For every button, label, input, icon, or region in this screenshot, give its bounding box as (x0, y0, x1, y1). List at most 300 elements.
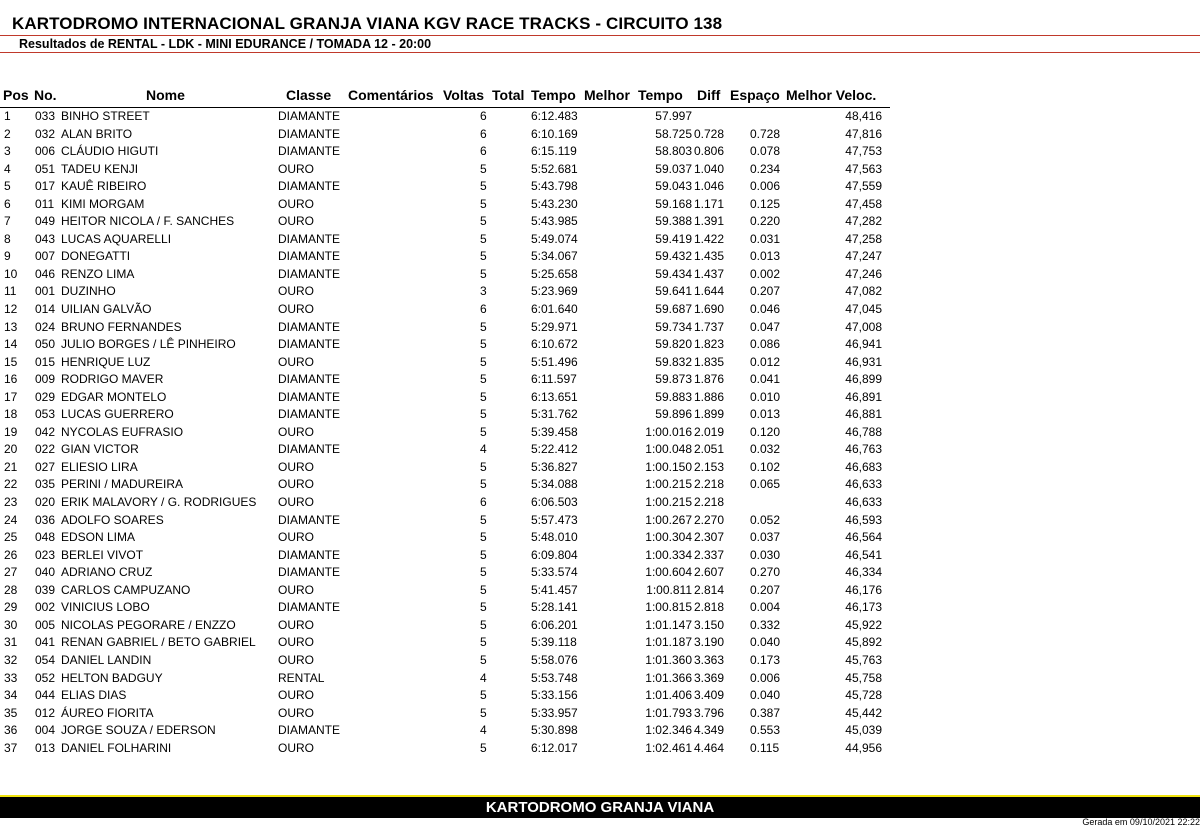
cell-nome: PERINI / MADUREIRA (61, 477, 184, 492)
cell-tempo: 6:13.651 (531, 389, 578, 404)
title-divider (0, 35, 1200, 36)
cell-tempo: 5:29.971 (531, 319, 578, 334)
header-nome: Nome (146, 87, 185, 103)
cell-diff: 1.437 (694, 266, 725, 281)
cell-classe: OURO (278, 161, 314, 176)
table-row (0, 722, 890, 740)
table-row (0, 301, 890, 319)
cell-melhor-veloc: 47,045 (845, 302, 882, 317)
cell-tempo: 6:06.503 (531, 495, 578, 510)
cell-espaco: 0.040 (750, 688, 781, 703)
cell-melhor-tempo: 59.896 (655, 407, 692, 422)
cell-classe: OURO (278, 530, 314, 545)
cell-tempo: 5:41.457 (531, 582, 578, 597)
cell-diff: 0.728 (694, 126, 725, 141)
cell-espaco: 0.065 (750, 477, 781, 492)
cell-classe: DIAMANTE (278, 547, 341, 562)
cell-classe: OURO (278, 617, 314, 632)
cell-no: 042 (35, 424, 56, 439)
cell-no: 052 (35, 670, 56, 685)
table-row (0, 319, 890, 337)
table-row (0, 494, 890, 512)
footer-banner: KARTODROMO GRANJA VIANA (0, 797, 1200, 818)
cell-nome: NYCOLAS EUFRASIO (61, 424, 184, 439)
table-row (0, 389, 890, 407)
cell-pos: 1 (4, 109, 11, 123)
cell-voltas: 5 (480, 214, 487, 229)
cell-pos: 28 (4, 582, 18, 597)
cell-tempo: 5:34.088 (531, 477, 578, 492)
cell-espaco: 0.207 (750, 582, 781, 597)
cell-melhor-veloc: 47,816 (845, 126, 882, 141)
cell-diff: 1.835 (694, 354, 725, 369)
cell-diff: 1.823 (694, 337, 725, 352)
cell-pos: 37 (4, 740, 18, 755)
table-row (0, 599, 890, 617)
cell-espaco: 0.013 (750, 249, 781, 264)
cell-melhor-tempo: 59.641 (655, 284, 692, 299)
cell-melhor-tempo: 1:00.334 (645, 547, 692, 562)
table-row (0, 705, 890, 723)
cell-melhor-veloc: 47,753 (845, 144, 882, 159)
report-title: KARTODROMO INTERNACIONAL GRANJA VIANA KGV RACE TRACKS - CIRCUITO 138 (12, 14, 723, 33)
cell-tempo: 5:43.798 (531, 179, 578, 194)
cell-tempo: 5:33.957 (531, 705, 578, 720)
cell-no: 039 (35, 582, 56, 597)
cell-melhor-tempo: 1:00.016 (645, 424, 692, 439)
cell-nome: VINICIUS LOBO (61, 600, 150, 615)
cell-voltas: 5 (480, 459, 487, 474)
cell-no: 006 (35, 144, 56, 159)
table-row (0, 178, 890, 196)
cell-tempo: 5:43.985 (531, 214, 578, 229)
cell-voltas: 5 (480, 530, 487, 545)
cell-nome: RENAN GABRIEL / BETO GABRIEL (61, 635, 256, 650)
cell-classe: OURO (278, 688, 314, 703)
cell-voltas: 5 (480, 424, 487, 439)
cell-classe: OURO (278, 302, 314, 317)
cell-classe: OURO (278, 652, 314, 667)
cell-pos: 10 (4, 266, 18, 281)
cell-diff: 2.607 (694, 565, 725, 580)
cell-diff: 1.040 (694, 161, 725, 176)
cell-tempo: 5:30.898 (531, 723, 578, 738)
cell-diff: 1.171 (694, 196, 725, 211)
header-voltas: Voltas (443, 87, 484, 103)
cell-pos: 36 (4, 723, 18, 738)
cell-classe: OURO (278, 635, 314, 650)
cell-no: 054 (35, 652, 56, 667)
cell-diff: 0.806 (694, 144, 725, 159)
table-header-row (0, 85, 890, 108)
cell-diff: 3.363 (694, 652, 725, 667)
cell-voltas: 5 (480, 477, 487, 492)
cell-no: 027 (35, 459, 56, 474)
cell-espaco: 0.030 (750, 547, 781, 562)
cell-melhor-tempo: 1:01.187 (645, 635, 692, 650)
table-row (0, 424, 890, 442)
cell-pos: 3 (4, 144, 11, 159)
cell-melhor-veloc: 45,922 (845, 617, 882, 632)
cell-espaco: 0.125 (750, 196, 781, 211)
cell-melhor-tempo: 58.803 (655, 144, 692, 159)
cell-voltas: 5 (480, 319, 487, 334)
table-row (0, 371, 890, 389)
cell-pos: 29 (4, 600, 18, 615)
table-row (0, 248, 890, 266)
cell-diff: 4.349 (694, 723, 725, 738)
cell-nome: DUZINHO (61, 284, 116, 299)
cell-classe: DIAMANTE (278, 512, 341, 527)
cell-pos: 11 (4, 284, 17, 299)
cell-melhor-tempo: 59.873 (655, 372, 692, 387)
cell-melhor-tempo: 59.434 (655, 266, 692, 281)
table-row (0, 617, 890, 635)
cell-diff: 3.369 (694, 670, 725, 685)
cell-diff: 3.409 (694, 688, 725, 703)
cell-no: 048 (35, 530, 56, 545)
table-row (0, 406, 890, 424)
cell-voltas: 5 (480, 740, 487, 755)
cell-pos: 33 (4, 670, 18, 685)
cell-melhor-tempo: 59.432 (655, 249, 692, 264)
cell-espaco: 0.013 (750, 407, 781, 422)
cell-voltas: 5 (480, 266, 487, 281)
cell-voltas: 5 (480, 617, 487, 632)
cell-classe: OURO (278, 477, 314, 492)
cell-voltas: 5 (480, 565, 487, 580)
cell-diff: 1.422 (694, 231, 725, 246)
subtitle-divider (0, 52, 1200, 53)
cell-melhor-tempo: 59.043 (655, 179, 692, 194)
cell-no: 035 (35, 477, 56, 492)
cell-pos: 19 (4, 424, 18, 439)
cell-nome: HENRIQUE LUZ (61, 354, 151, 369)
cell-tempo: 6:11.597 (531, 372, 577, 387)
cell-diff: 1.737 (694, 319, 725, 334)
cell-melhor-veloc: 47,082 (845, 284, 882, 299)
cell-espaco: 0.102 (750, 459, 781, 474)
cell-espaco: 0.047 (750, 319, 781, 334)
cell-classe: OURO (278, 214, 314, 229)
cell-espaco: 0.052 (750, 512, 781, 527)
cell-espaco: 0.086 (750, 337, 781, 352)
cell-tempo: 6:09.804 (531, 547, 578, 562)
cell-melhor-veloc: 46,931 (845, 354, 882, 369)
cell-classe: OURO (278, 459, 314, 474)
cell-melhor-veloc: 47,247 (845, 249, 882, 264)
cell-nome: KAUÊ RIBEIRO (61, 179, 147, 194)
cell-nome: CLÁUDIO HIGUTI (61, 144, 159, 159)
cell-pos: 15 (4, 354, 18, 369)
cell-melhor-tempo: 1:02.461 (645, 740, 692, 755)
cell-espaco: 0.041 (750, 372, 781, 387)
cell-pos: 34 (4, 688, 18, 703)
table-row (0, 670, 890, 688)
cell-melhor-tempo: 59.883 (655, 389, 692, 404)
cell-nome: UILIAN GALVÃO (61, 302, 152, 317)
cell-no: 020 (35, 495, 56, 510)
cell-classe: DIAMANTE (278, 249, 341, 264)
cell-tempo: 6:15.119 (531, 144, 577, 159)
cell-melhor-tempo: 59.419 (655, 231, 692, 246)
cell-tempo: 6:12.017 (531, 740, 578, 755)
cell-melhor-tempo: 57.997 (655, 109, 692, 123)
cell-no: 023 (35, 547, 56, 562)
cell-nome: DONEGATTI (61, 249, 131, 264)
cell-nome: ERIK MALAVORY / G. RODRIGUES (61, 495, 257, 510)
cell-espaco: 0.207 (750, 284, 781, 299)
cell-no: 015 (35, 354, 56, 369)
cell-espaco: 0.002 (750, 266, 781, 281)
cell-pos: 23 (4, 495, 18, 510)
cell-pos: 17 (4, 389, 18, 404)
cell-espaco: 0.078 (750, 144, 781, 159)
cell-tempo: 6:12.483 (531, 109, 578, 123)
cell-pos: 27 (4, 565, 18, 580)
cell-melhor-tempo: 1:01.366 (645, 670, 692, 685)
cell-no: 049 (35, 214, 56, 229)
cell-diff: 2.818 (694, 600, 725, 615)
cell-voltas: 5 (480, 652, 487, 667)
table-row (0, 740, 890, 758)
cell-tempo: 6:06.201 (531, 617, 578, 632)
cell-tempo: 6:01.640 (531, 302, 578, 317)
cell-voltas: 6 (480, 144, 487, 159)
cell-melhor-tempo: 1:00.150 (645, 459, 692, 474)
table-row (0, 547, 890, 565)
generated-timestamp: Gerada em 09/10/2021 22:22 (1082, 817, 1200, 827)
cell-pos: 6 (4, 196, 11, 211)
cell-pos: 16 (4, 372, 18, 387)
cell-voltas: 5 (480, 600, 487, 615)
cell-pos: 12 (4, 302, 18, 317)
cell-no: 044 (35, 688, 56, 703)
cell-pos: 22 (4, 477, 18, 492)
table-row (0, 108, 890, 126)
report-subtitle: Resultados de RENTAL - LDK - MINI EDURANCE / TOMADA 12 - 20:00 (19, 37, 432, 51)
cell-melhor-veloc: 47,246 (845, 266, 882, 281)
cell-pos: 4 (4, 161, 11, 176)
cell-melhor-tempo: 59.832 (655, 354, 692, 369)
cell-pos: 13 (4, 319, 18, 334)
cell-nome: RENZO LIMA (61, 266, 135, 281)
cell-tempo: 5:25.658 (531, 266, 578, 281)
cell-melhor-veloc: 44,956 (845, 740, 882, 755)
cell-diff: 3.190 (694, 635, 725, 650)
cell-diff: 1.046 (694, 179, 725, 194)
table-row (0, 336, 890, 354)
cell-espaco: 0.010 (750, 389, 781, 404)
cell-melhor-veloc: 45,442 (845, 705, 882, 720)
cell-diff: 3.150 (694, 617, 725, 632)
table-row (0, 564, 890, 582)
cell-melhor-veloc: 46,881 (845, 407, 882, 422)
cell-nome: DANIEL FOLHARINI (61, 740, 172, 755)
cell-classe: OURO (278, 284, 314, 299)
cell-tempo: 5:57.473 (531, 512, 578, 527)
cell-melhor-veloc: 47,458 (845, 196, 882, 211)
header-tempo: Tempo (531, 87, 576, 103)
cell-melhor-veloc: 46,564 (845, 530, 882, 545)
cell-diff: 2.270 (694, 512, 725, 527)
cell-voltas: 5 (480, 582, 487, 597)
cell-pos: 2 (4, 126, 11, 141)
cell-melhor-veloc: 45,892 (845, 635, 882, 650)
cell-no: 043 (35, 231, 56, 246)
cell-voltas: 6 (480, 495, 487, 510)
cell-diff: 2.051 (694, 442, 725, 457)
cell-tempo: 5:22.412 (531, 442, 578, 457)
cell-nome: ALAN BRITO (61, 126, 133, 141)
cell-classe: DIAMANTE (278, 319, 341, 334)
cell-nome: JORGE SOUZA / EDERSON (61, 723, 216, 738)
cell-melhor-veloc: 46,891 (845, 389, 882, 404)
table-row (0, 529, 890, 547)
cell-no: 004 (35, 723, 56, 738)
cell-voltas: 6 (480, 126, 487, 141)
cell-classe: DIAMANTE (278, 266, 341, 281)
cell-melhor-veloc: 48,416 (845, 109, 882, 123)
cell-no: 005 (35, 617, 56, 632)
cell-pos: 9 (4, 249, 11, 264)
table-row (0, 459, 890, 477)
cell-melhor-veloc: 46,899 (845, 372, 882, 387)
cell-nome: EDGAR MONTELO (61, 389, 167, 404)
cell-melhor-veloc: 46,541 (845, 547, 882, 562)
cell-melhor-tempo: 1:01.360 (645, 652, 692, 667)
table-row (0, 476, 890, 494)
cell-nome: BRUNO FERNANDES (61, 319, 182, 334)
cell-classe: DIAMANTE (278, 600, 341, 615)
cell-nome: ADOLFO SOARES (61, 512, 164, 527)
table-row (0, 634, 890, 652)
cell-espaco: 0.173 (750, 652, 781, 667)
cell-nome: TADEU KENJI (61, 161, 139, 176)
cell-no: 041 (35, 635, 56, 650)
table-row (0, 266, 890, 284)
cell-voltas: 5 (480, 161, 487, 176)
cell-tempo: 5:39.118 (531, 635, 577, 650)
cell-melhor-veloc: 45,758 (845, 670, 882, 685)
table-row (0, 231, 890, 249)
cell-voltas: 4 (480, 442, 487, 457)
cell-espaco: 0.220 (750, 214, 781, 229)
cell-voltas: 5 (480, 196, 487, 211)
cell-espaco: 0.037 (750, 530, 781, 545)
cell-voltas: 5 (480, 354, 487, 369)
cell-tempo: 5:51.496 (531, 354, 578, 369)
cell-classe: DIAMANTE (278, 179, 341, 194)
cell-melhor-veloc: 46,633 (845, 495, 882, 510)
header-melhor-tempo: Tempo (638, 87, 683, 103)
cell-espaco: 0.031 (750, 231, 781, 246)
cell-tempo: 5:58.076 (531, 652, 578, 667)
cell-melhor-veloc: 46,763 (845, 442, 882, 457)
cell-melhor-tempo: 59.037 (655, 161, 692, 176)
cell-melhor-veloc: 46,683 (845, 459, 882, 474)
cell-no: 024 (35, 319, 56, 334)
cell-nome: LUCAS AQUARELLI (61, 231, 172, 246)
cell-voltas: 6 (480, 109, 487, 123)
header-comentarios: Comentários (348, 87, 434, 103)
cell-classe: OURO (278, 424, 314, 439)
table-body (0, 108, 890, 757)
cell-melhor-tempo: 1:00.267 (645, 512, 692, 527)
cell-voltas: 5 (480, 635, 487, 650)
cell-tempo: 5:53.748 (531, 670, 578, 685)
cell-melhor-tempo: 1:01.406 (645, 688, 692, 703)
cell-melhor-veloc: 47,258 (845, 231, 882, 246)
cell-no: 050 (35, 337, 56, 352)
cell-tempo: 6:10.672 (531, 337, 578, 352)
cell-pos: 35 (4, 705, 18, 720)
cell-melhor-veloc: 47,282 (845, 214, 882, 229)
cell-classe: DIAMANTE (278, 126, 341, 141)
cell-voltas: 5 (480, 231, 487, 246)
cell-tempo: 5:33.574 (531, 565, 578, 580)
cell-classe: OURO (278, 740, 314, 755)
cell-espaco: 0.387 (750, 705, 781, 720)
cell-classe: DIAMANTE (278, 372, 341, 387)
cell-espaco: 0.012 (750, 354, 781, 369)
table-row (0, 143, 890, 161)
table-row (0, 213, 890, 231)
cell-diff: 1.435 (694, 249, 725, 264)
cell-no: 009 (35, 372, 56, 387)
cell-pos: 25 (4, 530, 18, 545)
cell-melhor-tempo: 1:01.147 (645, 617, 692, 632)
cell-tempo: 5:36.827 (531, 459, 578, 474)
cell-classe: OURO (278, 705, 314, 720)
cell-no: 013 (35, 740, 56, 755)
cell-no: 053 (35, 407, 56, 422)
cell-nome: GIAN VICTOR (61, 442, 139, 457)
cell-diff: 2.814 (694, 582, 725, 597)
cell-classe: DIAMANTE (278, 565, 341, 580)
cell-no: 002 (35, 600, 56, 615)
cell-espaco: 0.234 (750, 161, 781, 176)
cell-diff: 1.644 (694, 284, 725, 299)
cell-classe: DIAMANTE (278, 109, 341, 123)
table-row (0, 441, 890, 459)
cell-melhor-tempo: 59.168 (655, 196, 692, 211)
cell-no: 036 (35, 512, 56, 527)
cell-melhor-veloc: 47,559 (845, 179, 882, 194)
table-row (0, 283, 890, 301)
cell-no: 001 (35, 284, 56, 299)
cell-no: 014 (35, 302, 56, 317)
table-row (0, 161, 890, 179)
cell-tempo: 5:43.230 (531, 196, 578, 211)
cell-no: 007 (35, 249, 56, 264)
cell-pos: 8 (4, 231, 11, 246)
cell-melhor-tempo: 1:00.215 (645, 477, 692, 492)
cell-tempo: 5:52.681 (531, 161, 578, 176)
cell-tempo: 5:34.067 (531, 249, 578, 264)
table-row (0, 582, 890, 600)
cell-no: 040 (35, 565, 56, 580)
cell-classe: DIAMANTE (278, 337, 341, 352)
cell-no: 029 (35, 389, 56, 404)
cell-no: 012 (35, 705, 56, 720)
cell-voltas: 5 (480, 705, 487, 720)
table-row (0, 652, 890, 670)
cell-diff: 1.690 (694, 302, 725, 317)
cell-melhor-veloc: 46,593 (845, 512, 882, 527)
cell-melhor-veloc: 46,633 (845, 477, 882, 492)
cell-melhor-veloc: 45,039 (845, 723, 882, 738)
